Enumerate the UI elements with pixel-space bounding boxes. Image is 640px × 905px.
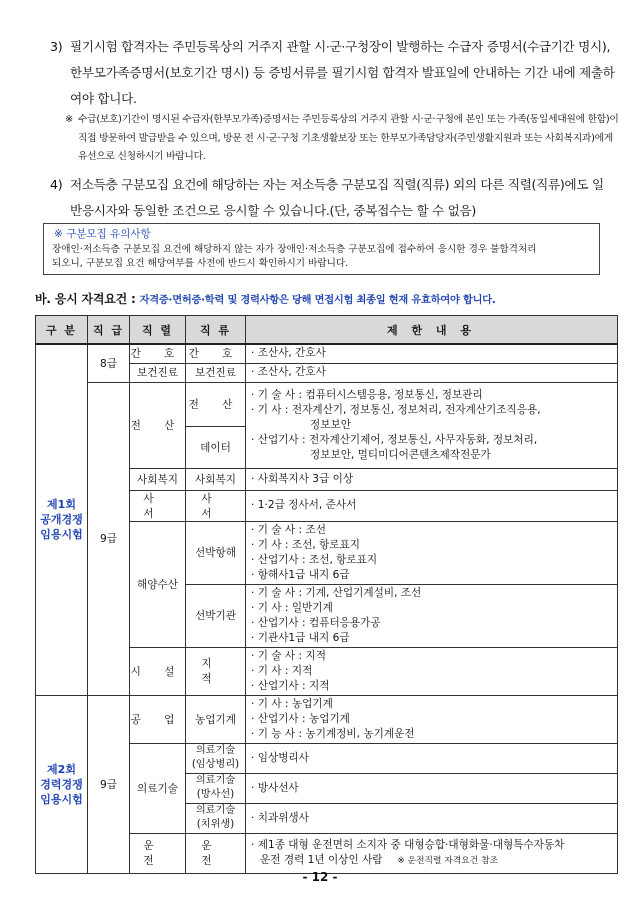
branch-cell: 의료기술 (치위생) <box>186 803 246 833</box>
paragraph-4 <box>50 172 615 224</box>
header-kind: 구 분 <box>36 316 88 345</box>
branch-cell: 사회복지 <box>186 468 246 490</box>
branch-cell: 지 적 <box>186 647 246 695</box>
header-branch: 직 류 <box>186 316 246 345</box>
requirement-line: · 산업기사 : 지적 <box>251 679 330 692</box>
requirement-line: · 제1종 대형 운전면허 소지자 중 대형승합·대형화물·대형특수자동차 <box>251 838 565 851</box>
header-grade: 직 급 <box>88 316 130 345</box>
paragraph-number: 3) <box>50 39 63 54</box>
paragraph-number: 4) <box>50 177 63 192</box>
branch-cell: 사 서 <box>186 490 246 521</box>
note-text: 수급(보호)기간이 명시된 수급자(한부모가족)증명서는 주민등록상의 거주지 관할 시·군·구청에 본인 또는 가족(동일세대원에 한함)이 직접 방문하여 발급받을 수 있으며, 방문 전 시·군·구청 기초생활보장 또는 한부모가족담당자(주민생활지원과 또는 사회복지과)에게 유선으로 신청하시기 바랍니다. <box>78 114 619 162</box>
branch-cell: 농업기계 <box>186 695 246 743</box>
series-cell: 시 설 <box>130 647 186 695</box>
requirement-cell: · 방사선사 <box>246 773 618 803</box>
series-cell: 사 서 <box>130 490 186 521</box>
requirement-cell: · 1·2급 정사서, 준사서 <box>246 490 618 521</box>
branch-cell: 의료기술 (임상병리) <box>186 743 246 773</box>
requirement-cell <box>246 647 618 695</box>
header-requirements: 제 한 내 용 <box>246 316 618 345</box>
branch-cell: 선박항해 <box>186 521 246 584</box>
requirement-cell: · 조산사, 간호사 <box>246 344 618 363</box>
requirement-line: 운전 경력 1년 이상인 사람 ※ 운전직렬 자격요건 참조 <box>260 853 499 866</box>
requirement-line: · 기관사1급 내지 6급 <box>251 631 350 644</box>
series-cell: 해양수산 <box>130 521 186 647</box>
table-header-row <box>36 316 618 345</box>
requirement-cell <box>246 584 618 647</box>
header-series: 직 렬 <box>130 316 186 345</box>
page-number: - 12 - <box>302 870 338 884</box>
requirement-line: · 기 사 : 전자계산기, 정보통신, 정보처리, 전자계산기조직응용, <box>251 403 541 416</box>
paragraph-text: 저소득층 구분모집 요건에 해당하는 자는 저소득층 구분모집 직렬(직류) 외의 다른 직렬(직류)에도 일반응시자와 동일한 조건으로 응시할 수 있습니다.(단, 중복접수는 할 수 없음) <box>70 177 604 218</box>
table-row <box>36 344 618 363</box>
requirement-line: · 기 술 사 : 컴퓨터시스템응용, 정보통신, 정보관리 <box>251 388 483 401</box>
requirement-footnote: ※ 운전직렬 자격요건 참조 <box>394 855 499 866</box>
grade-cell: 9급 <box>88 382 130 695</box>
requirement-line: · 기 능 사 : 농기계정비, 농기계운전 <box>251 727 415 740</box>
table-row <box>36 382 618 426</box>
series-cell: 전 산 <box>130 382 186 468</box>
branch-cell: 운 전 <box>186 833 246 873</box>
series-cell: 사회복지 <box>130 468 186 490</box>
caution-line: 되오니, 구분모집 요건 해당여부를 사전에 반드시 확인하시기 바랍니다. <box>52 258 349 269</box>
section-title: 바. 응시 자격요건 : <box>35 292 140 306</box>
requirement-line: · 산업기사 : 전자계산기제어, 정보통신, 사무자동화, 정보처리, <box>251 433 538 446</box>
requirement-cell <box>246 833 618 873</box>
requirement-cell: · 사회복지사 3급 이상 <box>246 468 618 490</box>
requirement-line: · 산업기사 : 농업기계 <box>251 712 350 725</box>
branch-cell: 데이터 <box>186 426 246 468</box>
series-cell: 간 호 <box>130 344 186 363</box>
table-row <box>36 695 618 743</box>
requirement-line: · 기 사 : 조선, 항로표지 <box>251 538 361 551</box>
branch-cell: 간 호 <box>186 344 246 363</box>
branch-cell: 보건진료 <box>186 363 246 382</box>
series-cell: 공 업 <box>130 695 186 743</box>
requirement-cell <box>246 695 618 743</box>
requirement-line: · 산업기사 : 조선, 항로표지 <box>251 553 378 566</box>
caution-box <box>43 223 600 275</box>
paragraph-3 <box>50 34 615 112</box>
requirement-line: · 산업기사 : 컴퓨터응용가공 <box>251 616 381 629</box>
requirement-line: · 기 술 사 : 기계, 산업기계설비, 조선 <box>251 586 422 599</box>
grade-cell: 8급 <box>88 344 130 382</box>
group-1-label: 제1회 공개경쟁 임용시험 <box>36 344 88 695</box>
requirement-cell <box>246 521 618 584</box>
series-cell: 보건진료 <box>130 363 186 382</box>
section-heading <box>35 290 496 307</box>
grade-cell: 9급 <box>88 695 130 873</box>
requirement-line: 정보보안, 멀티미디어콘텐츠제작전문가 <box>310 448 491 461</box>
requirement-line: · 기 술 사 : 지적 <box>251 649 326 662</box>
requirement-line: · 항해사1급 내지 6급 <box>251 568 350 581</box>
requirements-table <box>35 315 618 874</box>
branch-cell: 전 산 <box>186 382 246 426</box>
caution-line: 장애인·저소득층 구분모집 요건에 해당하지 않는 자가 장애인·저소득층 구분모집에 접수하여 응시한 경우 불합격처리 <box>52 244 537 255</box>
requirement-line: · 기 사 : 일반기계 <box>251 601 333 614</box>
section-subtitle: 자격증·면허증·학력 및 경력사항은 당해 면접시험 최종일 현재 유효하여야 합니다. <box>139 295 496 306</box>
branch-cell: 선박기관 <box>186 584 246 647</box>
group-2-label: 제2회 경력경쟁 임용시험 <box>36 695 88 873</box>
branch-cell: 의료기술 (방사선) <box>186 773 246 803</box>
note-mark: ※ <box>65 114 73 125</box>
requirement-cell: · 치과위생사 <box>246 803 618 833</box>
caution-title: ※ 구분모집 유의사항 <box>54 228 151 240</box>
requirement-cell: · 조산사, 간호사 <box>246 363 618 382</box>
paragraph-text: 필기시험 합격자는 주민등록상의 거주지 관할 시·군·구청장이 발행하는 수급자 증명서(수급기간 명시), 한부모가족증명서(보호기간 명시) 등 증빙서류를 필기시험 합격자 발표일에 안내하는 기간 내에 제출하여야 합니다. <box>70 39 615 106</box>
note-3 <box>65 111 620 167</box>
requirement-cell: · 임상병리사 <box>246 743 618 773</box>
series-cell: 의료기술 <box>130 743 186 833</box>
requirement-line: 정보보안 <box>310 418 351 431</box>
requirement-cell <box>246 382 618 468</box>
requirement-line: · 기 사 : 농업기계 <box>251 697 333 710</box>
requirement-line: · 기 술 사 : 조선 <box>251 523 326 536</box>
requirement-line: · 기 사 : 지적 <box>251 664 313 677</box>
series-cell: 운 전 <box>130 833 186 873</box>
